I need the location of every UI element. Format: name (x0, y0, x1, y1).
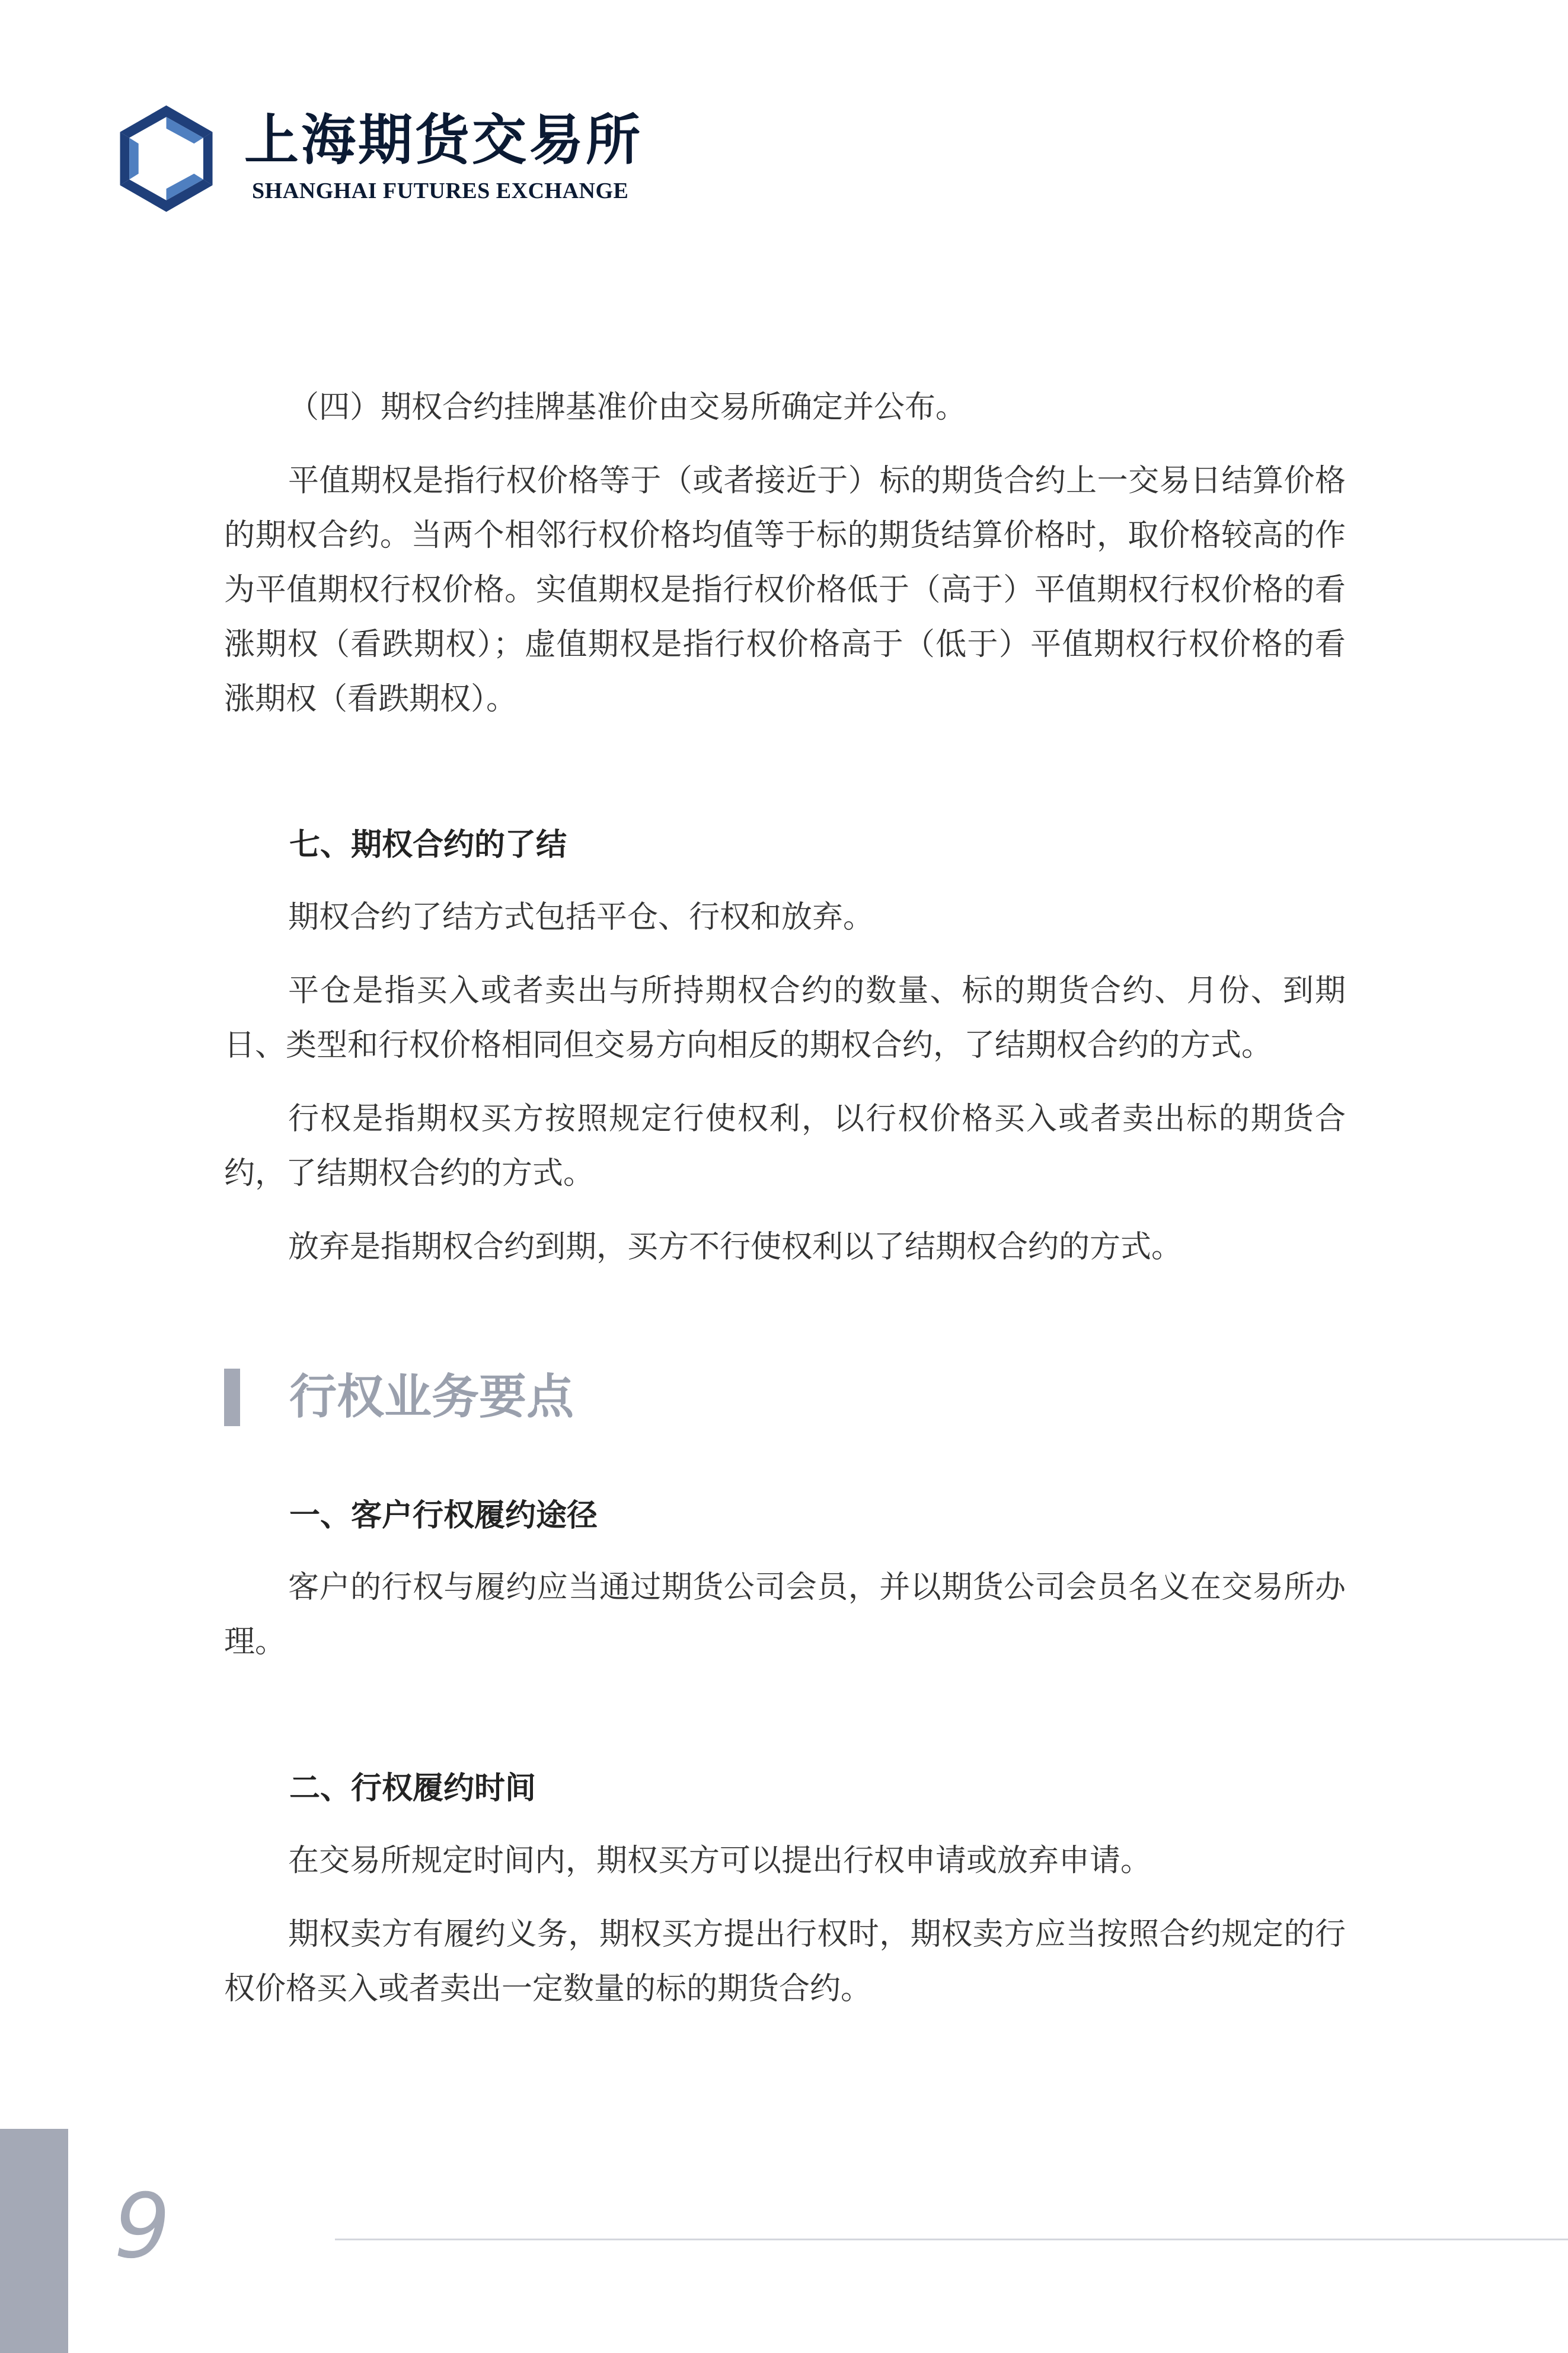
logo-english-name: SHANGHAI FUTURES EXCHANGE (252, 178, 629, 203)
heading-exercise-channel: 一、客户行权履约途径 (289, 1498, 598, 1533)
paragraph-exercise-channel: 客户的行权与履约应当通过期货公司会员，并以期货公司会员名义在交易所办理。 (224, 1570, 1346, 1660)
paragraph-benchmark-price: （四）期权合约挂牌基准价由交易所确定并公布。 (288, 390, 967, 425)
paragraph-moneyness: 平值期权是指行权价格等于（或者接近于）标的期货合约上一交易日结算价格的期权合约。当两个相邻行权价格均值等于标的期货结算价格时，取价格较高的作为平值期权行权价格。实值期权是指行权价格低于（高于）平值期权行权价格的看涨期权（看跌期权）；虚值期权是指行权价格高于（低于）平值期权行权价格的看涨期权（看跌期权）。 (224, 463, 1346, 717)
section-title: 行权业务要点 (289, 1369, 574, 1424)
footer-divider (335, 2239, 1568, 2240)
paragraph-seller-obligation: 期权卖方有履约义务，期权买方提出行权时，期权卖方应当按照合约规定的行权价格买入或者卖出一定数量的标的期货合约。 (224, 1917, 1346, 2007)
paragraph-exercise-request: 在交易所规定时间内，期权买方可以提出行权申请或放弃申请。 (288, 1843, 1152, 1879)
logo-chinese-name: 上海期货交易所 (244, 108, 643, 172)
heading-exercise-time: 二、行权履约时间 (289, 1771, 536, 1806)
heading-contract-closing: 七、期权合约的了结 (289, 827, 567, 863)
paragraph-closing-methods: 期权合约了结方式包括平仓、行权和放弃。 (288, 900, 874, 935)
section-marker (224, 1369, 240, 1426)
page-tab (0, 2129, 68, 2353)
sfe-logo-icon (108, 101, 224, 216)
paragraph-abandon: 放弃是指期权合约到期，买方不行使权利以了结期权合约的方式。 (288, 1229, 1183, 1265)
paragraph-offset: 平仓是指买入或者卖出与所持期权合约的数量、标的期货合约、月份、到期日、类型和行权价格相同但交易方向相反的期权合约，了结期权合约的方式。 (224, 973, 1346, 1063)
paragraph-exercise: 行权是指期权买方按照规定行使权利，以行权价格买入或者卖出标的期货合约，了结期权合约的方式。 (224, 1101, 1346, 1191)
page-number: 9 (114, 2175, 171, 2278)
